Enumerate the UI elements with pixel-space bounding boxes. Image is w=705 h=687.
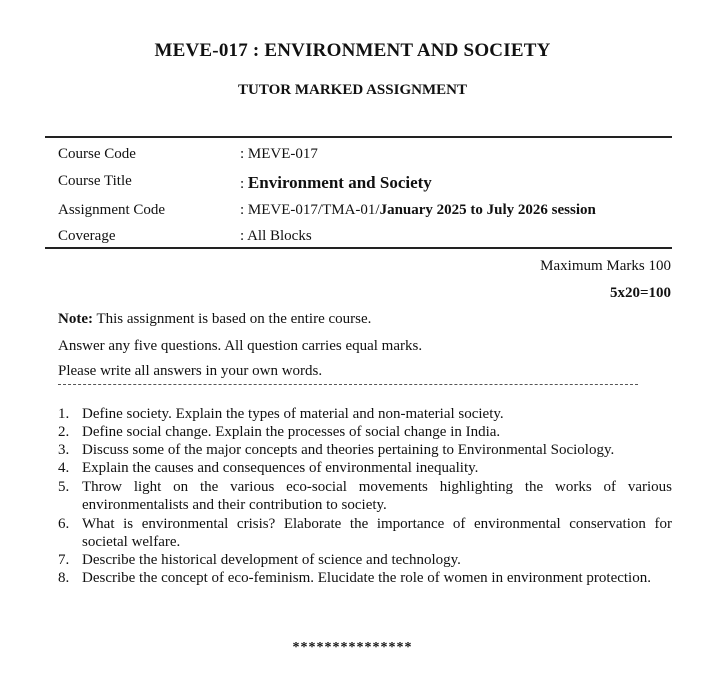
course-title-row [58,173,678,197]
coverage-label: Coverage [58,228,116,244]
question-number: 4. [58,460,70,476]
assignment-code-value [240,202,596,219]
course-title-prefix: : [240,176,248,192]
assignment-code-row [58,202,678,226]
question-text: Discuss some of the major concepts and theories pertaining to Environmental Sociology. [82,442,615,458]
question-item [58,569,672,605]
question-number: 2. [58,424,70,440]
question-text: Describe the concept of eco-feminism. Elucidate the role of women in environment protection. [82,570,651,586]
instruction-line-3: Please write all answers in your own words. [58,363,323,379]
note-line [58,311,371,328]
question-text: Throw light on the various eco-social movements highlighting the works of various environmentalists and their contribution to society. [82,479,672,513]
question-item [58,423,672,441]
end-marker: *************** [292,640,413,655]
course-title-text: Environment and Society [247,173,432,192]
coverage-value: : All Blocks [240,228,312,244]
course-code-value: : MEVE-017 [240,146,318,162]
question-number: 8. [58,570,70,586]
top-divider [45,136,672,138]
question-number: 5. [58,479,70,495]
question-text: Define society. Explain the types of material and non-material society. [82,406,504,422]
note-label: Note: [58,311,93,327]
document-title: MEVE-017 : ENVIRONMENT AND SOCIETY [154,40,551,61]
marks-scheme: 5x20=100 [609,285,671,301]
instruction-line-2: Answer any five questions. All question carries equal marks. [58,338,423,354]
question-item [58,478,672,514]
course-title-label: Course Title [58,173,132,189]
question-item [58,441,672,459]
question-number: 3. [58,442,70,458]
note-text: This assignment is based on the entire course. [92,311,372,327]
question-item [58,515,672,551]
course-title-value [240,173,432,193]
question-number: 7. [58,552,70,568]
question-text: Define social change. Explain the processes of social change in India. [82,424,501,440]
assignment-session: January 2025 to July 2026 session [379,202,596,218]
question-item [58,551,672,569]
question-text: What is environmental crisis? Elaborate the importance of environmental conservation for societal welfare. [82,516,672,550]
question-number: 6. [58,516,70,532]
assignment-code-label: Assignment Code [58,202,166,218]
question-text: Describe the historical development of science and technology. [82,552,461,568]
question-item [58,459,672,477]
question-number: 1. [58,406,70,422]
dashed-separator [58,384,638,385]
course-code-row [58,146,678,170]
maximum-marks: Maximum Marks 100 [540,258,671,274]
bottom-divider [45,247,672,249]
question-item [58,405,672,423]
question-text: Explain the causes and consequences of environmental inequality. [82,460,479,476]
document-subtitle: TUTOR MARKED ASSIGNMENT [238,82,467,98]
assignment-code-prefix: : MEVE-017/TMA-01/ [240,202,380,218]
course-code-label: Course Code [58,146,136,162]
